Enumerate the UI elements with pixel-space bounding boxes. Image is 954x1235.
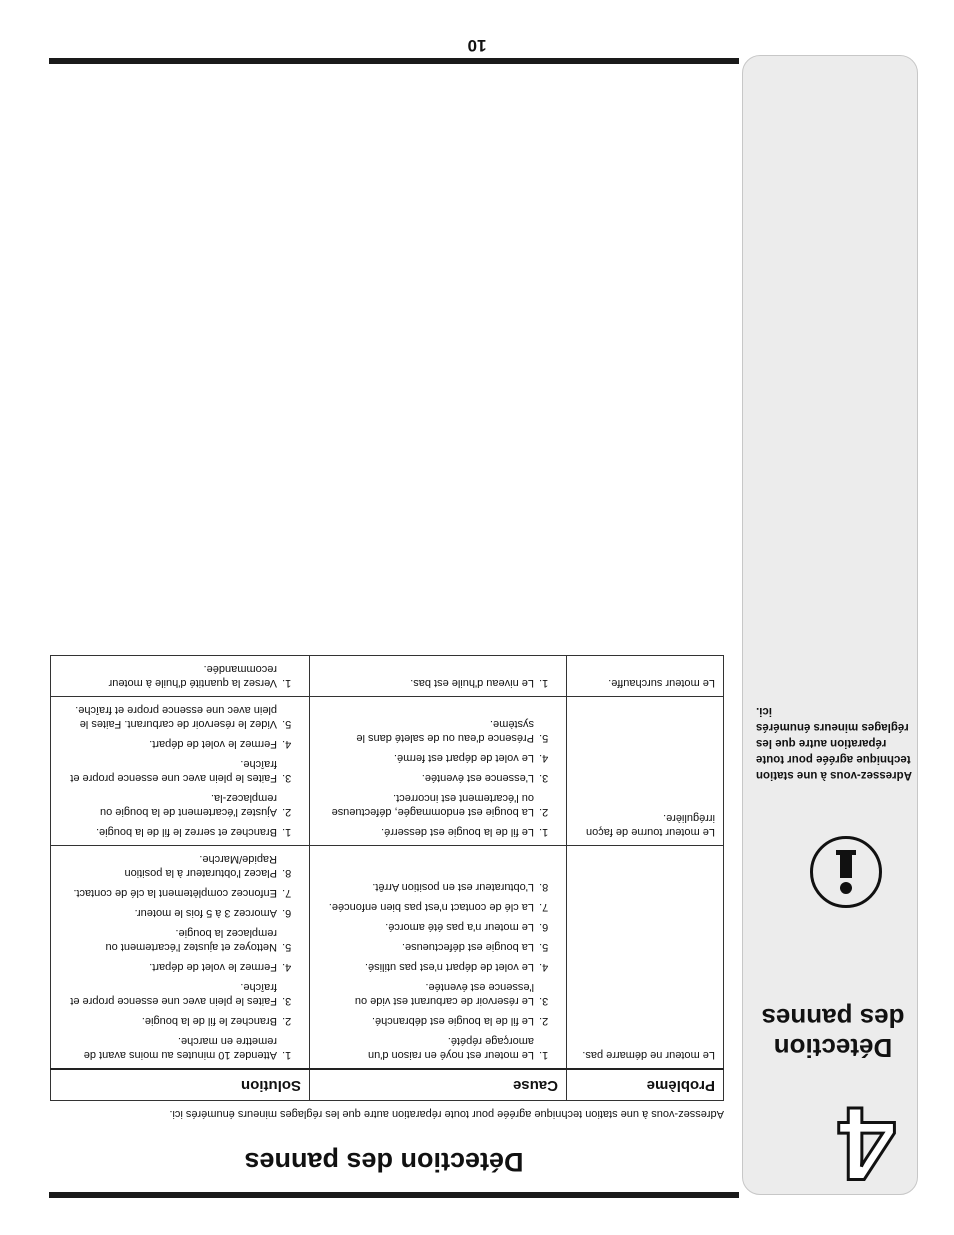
- problem-cell: Le moteur surchauffe.: [567, 656, 724, 697]
- cause-item: 2. La bougie est endommagée, défectueuse ou l'écartement est incorrect.: [318, 791, 536, 819]
- cause-cell: [310, 697, 567, 846]
- tab-title: [758, 1003, 908, 1063]
- cause-item: 6. Le moteur n'a pas été amorcé.: [318, 920, 536, 934]
- cause-item: 4. Le volet de départ est fermé.: [318, 751, 536, 765]
- cause-item: 3. L'essence est éventée.: [318, 771, 536, 785]
- table-row: [51, 656, 724, 697]
- solution-item: 4. Fermez le volet de départ.: [59, 960, 279, 974]
- cause-item: 2. Le fil de la bougie est débranché.: [318, 1014, 536, 1028]
- cause-item: 1. Le niveau d'huile est bas.: [318, 676, 536, 690]
- solution-item: 2. Branchez le fil de la bougie.: [59, 1014, 279, 1028]
- cause-item: 1. Le moteur est noyé en raison d'un amorçage répété.: [318, 1034, 536, 1062]
- chapter-number: 4: [838, 1085, 896, 1201]
- header-solution: Solution: [51, 1069, 310, 1101]
- solution-item: 1. Attendez 10 minutes au moins avant de remettre en marche.: [59, 1034, 279, 1062]
- problem-cell: Le moteur tourne de façon irrégulière.: [567, 697, 724, 846]
- problem-cell: Le moteur ne démarre pas.: [567, 846, 724, 1070]
- cause-cell: [310, 656, 567, 697]
- solution-item: 2. Ajustez l'écartement de la bougie ou remplacez-la.: [59, 791, 279, 819]
- solution-cell: [51, 656, 310, 697]
- top-rule: [49, 1192, 739, 1198]
- cause-item: 4. Le volet de départ n'est pas utilisé.: [318, 960, 536, 974]
- bottom-rule: [49, 58, 739, 64]
- solution-item: 6. Amorcez 3 à 5 fois le moteur.: [59, 906, 279, 920]
- intro-text: Adressez-vous à une station technique agréée pour toute réparation autre que les réglages mineurs énumérés ici.: [169, 1108, 724, 1120]
- header-cause: Cause: [310, 1069, 567, 1101]
- solution-item: 1. Versez la quantité d'huile à moteur recommandée.: [59, 662, 279, 690]
- solution-cell: [51, 697, 310, 846]
- cause-item: 5. Présence d'eau ou de saleté dans le système.: [318, 717, 536, 745]
- cause-item: 5. La bougie est défectueuse.: [318, 940, 536, 954]
- table-row: [51, 697, 724, 846]
- cause-item: 1. Le fil de la bougie est desserré.: [318, 825, 536, 839]
- solution-item: 3. Faites le plein avec une essence propre et fraîche.: [59, 757, 279, 785]
- solution-item: 7. Enfoncez complètement la clé de contact.: [59, 886, 279, 900]
- solution-cell: [51, 846, 310, 1070]
- cause-item: 7. La clé de contact n'est pas bien enfoncée.: [318, 900, 536, 914]
- troubleshooting-table: [50, 655, 724, 1101]
- table-header-row: [51, 1069, 724, 1101]
- tab-note: Adressez-vous à une station technique agréée pour toute réparation autre que les réglages mineurs énumérés ici.: [756, 705, 912, 781]
- cause-item: 8. L'obturateur est en position Arrêt.: [318, 880, 536, 894]
- solution-item: 3. Faites le plein avec une essence propre et fraîche.: [59, 980, 279, 1008]
- tab-title-line2: des pannes: [761, 1003, 905, 1033]
- cause-item: 3. Le réservoir de carburant est vide ou l'essence est éventée.: [318, 980, 536, 1008]
- solution-item: 5. Videz le réservoir de carburant. Faites le plein avec une essence propre et fraîche.: [59, 703, 279, 731]
- solution-item: 1. Branchez et serrez le fil de la bougie.: [59, 825, 279, 839]
- solution-item: 5. Nettoyez et ajustez l'écartement ou remplacez la bougie.: [59, 926, 279, 954]
- solution-item: 8. Placez l'obturateur à la position Rapide/Marche.: [59, 852, 279, 880]
- header-problem: Problème: [567, 1069, 724, 1101]
- page-number: 10: [467, 36, 487, 55]
- tab-title-line1: Détection: [773, 1033, 893, 1063]
- page-title: Détection des pannes: [244, 1147, 524, 1177]
- solution-item: 4. Fermez le volet de départ.: [59, 737, 279, 751]
- cause-cell: [310, 846, 567, 1070]
- info-icon: [810, 836, 882, 908]
- table-row: [51, 846, 724, 1070]
